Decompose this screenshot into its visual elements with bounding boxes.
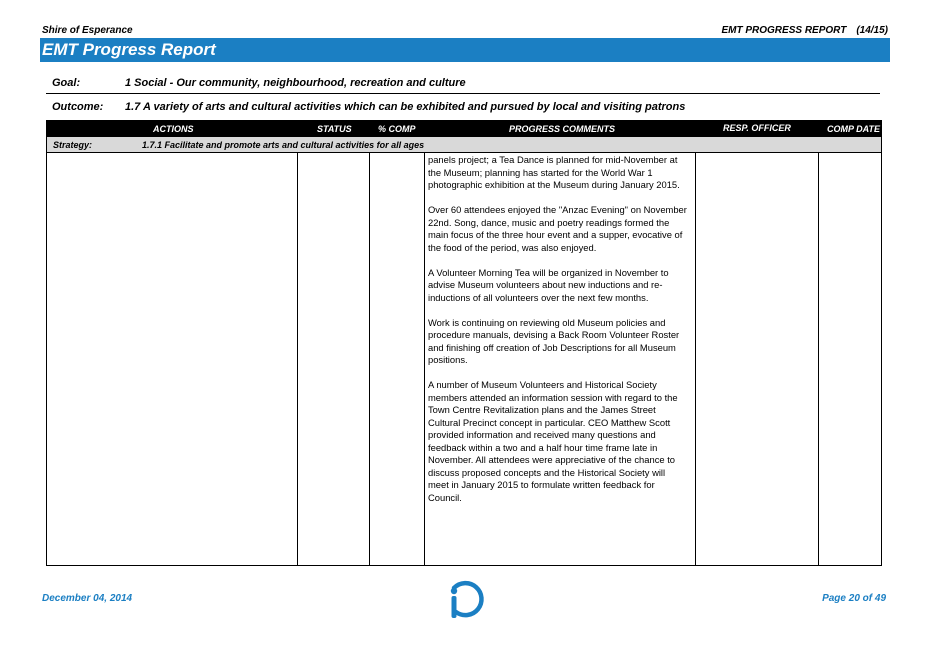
col-date: COMP DATE (827, 124, 880, 134)
col-actions: ACTIONS (153, 124, 194, 134)
col-divider (695, 153, 696, 565)
comment-paragraph: Over 60 attendees enjoyed the "Anzac Evening" on November 22nd. Song, dance, music and poetry readings formed the main focus of the three hour event and a supper, evocative of the food of the period, was also enjoyed. (428, 204, 687, 253)
strategy-text: 1.7.1 Facilitate and promote arts and cultural activities for all ages (142, 140, 425, 150)
outcome-text: 1.7 A variety of arts and cultural activities which can be exhibited and pursued by local and visiting patrons (125, 101, 686, 113)
report-page: (14/15) (856, 25, 888, 36)
comment-paragraph: panels project; a Tea Dance is planned for mid-November at the Museum; planning has started for the World War 1 photographic exhibition at the Museum during January 2015. (428, 154, 680, 190)
comment-paragraph: A Volunteer Morning Tea will be organized in November to advise Museum volunteers about new inductions and re-inductions of all volunteers over the next few months. (428, 266, 669, 303)
table-header (47, 121, 881, 137)
progress-table (46, 120, 882, 566)
shire-logo-icon (440, 578, 490, 620)
footer-date: December 04, 2014 (42, 593, 133, 604)
goal-text: 1 Social - Our community, neighbourhood, recreation and culture (125, 77, 466, 89)
col-officer: RESP. OFFICER (723, 123, 791, 133)
report-banner: EMT Progress Report (40, 38, 890, 62)
progress-comments (428, 154, 688, 517)
comment-paragraph: Work is continuing on reviewing old Museum policies and procedure manuals, devising a Back Room Volunteer Roster and finishing off creation of Job Descriptions for all Museum positions. (428, 316, 680, 365)
outcome-row (52, 101, 882, 117)
strategy-label: Strategy: (53, 140, 93, 150)
strategy-row (47, 137, 881, 153)
col-comments: PROGRESS COMMENTS (509, 124, 616, 134)
col-status: STATUS (317, 124, 352, 134)
report-name: EMT PROGRESS REPORT (721, 25, 847, 36)
outcome-label: Outcome: (52, 101, 104, 113)
goal-label: Goal: (52, 77, 81, 89)
organisation-name: Shire of Esperance (42, 25, 133, 36)
goal-row (52, 77, 882, 93)
footer-page-number: Page 20 of 49 (822, 593, 886, 604)
col-comp: % COMP (378, 124, 416, 134)
goal-divider (46, 93, 880, 94)
col-divider (369, 153, 370, 565)
report-header (721, 25, 888, 36)
comment-paragraph: A number of Museum Volunteers and Historical Society members attended an information session with regard to the Town Centre Revitalization plans and the James Street Cultural Precinct concept in particular. CEO Matthew Scott provided information and received many questions and feedback within a two and a half hour time frame late in November. All attendees were appreciative of the chance to discuss proposed concepts and the Historical Society will meet in January 2015 to formulate written feedback for Council. (428, 379, 678, 503)
col-divider (818, 153, 819, 565)
col-divider (424, 153, 425, 565)
col-divider (297, 153, 298, 565)
